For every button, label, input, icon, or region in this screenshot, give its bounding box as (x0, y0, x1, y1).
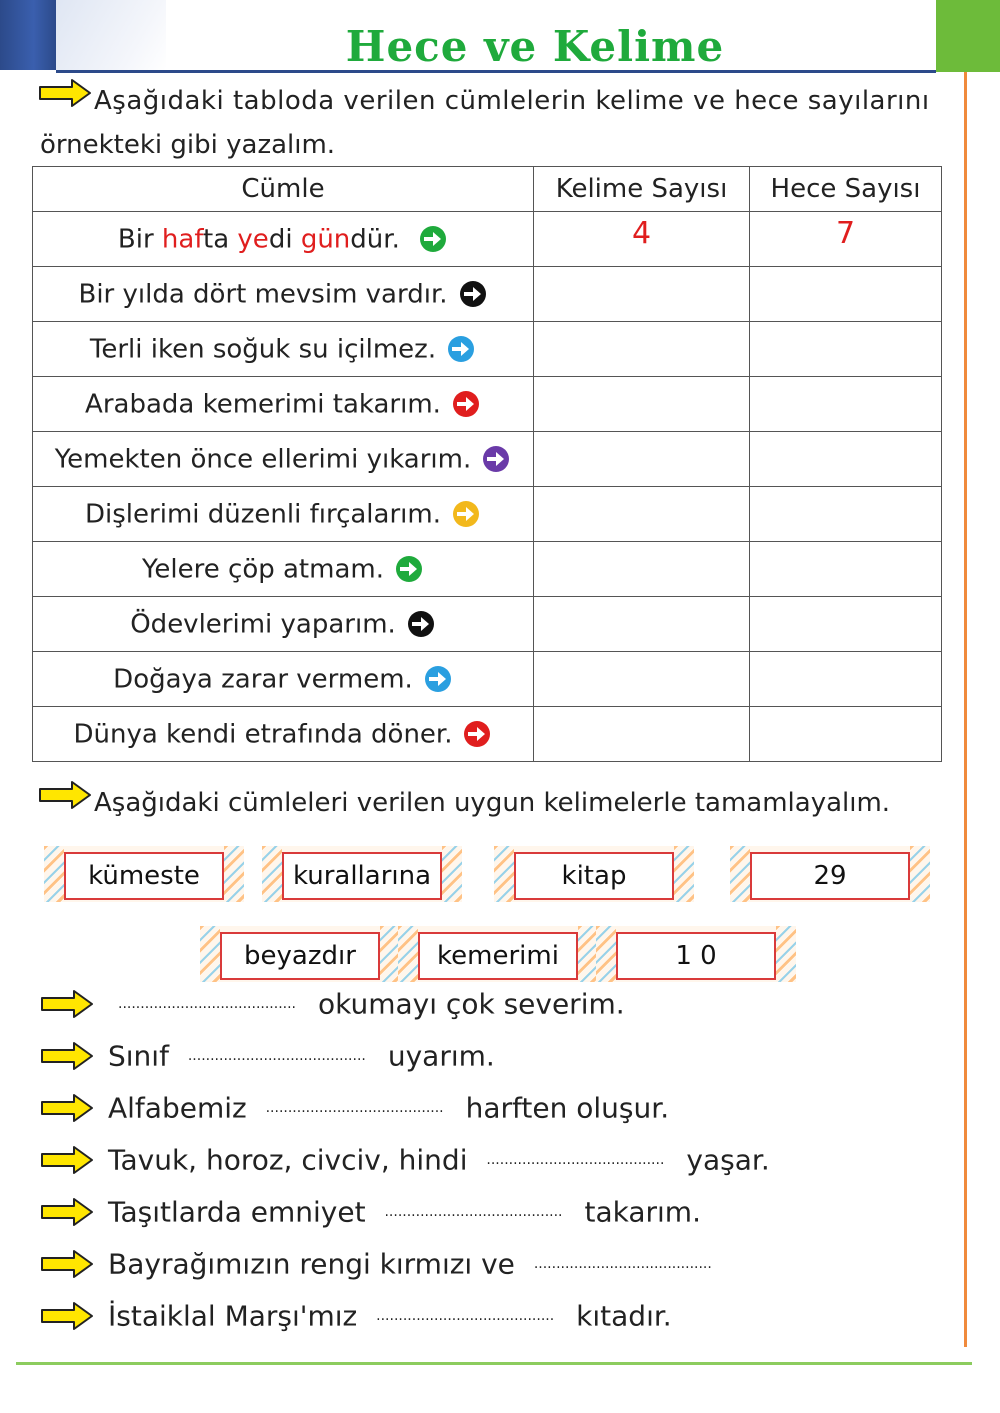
example-sentence (33, 212, 534, 267)
sentence-cell (33, 597, 534, 652)
sentence-cell (33, 322, 534, 377)
table-row (33, 652, 942, 707)
syllable-count-cell[interactable] (750, 432, 942, 487)
table-row (33, 597, 942, 652)
header-word-count: Kelime Sayısı (534, 167, 750, 212)
fill-sentence (40, 1090, 669, 1125)
right-border-line (964, 72, 967, 1347)
table-header-row (33, 167, 942, 212)
word-count-cell[interactable] (534, 432, 750, 487)
sentence-end: uyarım. (387, 1039, 495, 1073)
syllable-count-cell[interactable] (750, 377, 942, 432)
yellow-arrow-icon (38, 780, 92, 810)
sentence-start: Taşıtlarda emniyet (108, 1195, 366, 1229)
example-part: ta (203, 224, 238, 255)
blank-field[interactable]: ........................................ (533, 1256, 712, 1272)
sentence-start: İstaiklal Marşı'mız (108, 1299, 358, 1333)
example-part: dür. (350, 224, 400, 255)
word-card (596, 926, 796, 982)
blank-field[interactable]: ........................................ (384, 1204, 563, 1220)
syllable-count-cell[interactable] (750, 597, 942, 652)
circle-arrow-icon (418, 224, 448, 254)
circle-arrow-icon (394, 554, 424, 584)
example-syllable-highlight: ye (237, 224, 269, 255)
circle-arrow-icon (451, 499, 481, 529)
sentence-cell (33, 652, 534, 707)
yellow-arrow-icon (40, 1145, 94, 1175)
sentence-text: Terli iken soğuk su içilmez. (89, 334, 437, 365)
sentence-start: Alfabemiz (108, 1091, 247, 1125)
example-syllable-count: 7 (750, 212, 942, 267)
table-row (33, 322, 942, 377)
sentence-cell (33, 707, 534, 762)
fill-sentence (40, 1298, 672, 1333)
footer-divider (16, 1362, 972, 1365)
sentence-text: Ödevlerimi yaparım. (130, 609, 396, 640)
word-count-cell[interactable] (534, 322, 750, 377)
fill-sentence (40, 1194, 701, 1229)
fill-sentence (40, 1142, 770, 1177)
word-card (44, 846, 244, 902)
word-card-label: kurallarına (282, 852, 442, 900)
sentence-end: harften oluşur. (465, 1091, 670, 1125)
blank-field[interactable]: ........................................ (265, 1100, 444, 1116)
syllable-count-cell[interactable] (750, 652, 942, 707)
example-syllable-highlight: gün (300, 224, 351, 255)
fill-sentence (40, 986, 625, 1021)
sentence-cell (33, 432, 534, 487)
sentence-end: okumayı çok severim. (318, 987, 625, 1021)
table-row (33, 542, 942, 597)
word-card (730, 846, 930, 902)
word-count-cell[interactable] (534, 542, 750, 597)
word-card-label: 1 0 (616, 932, 776, 980)
word-count-cell[interactable] (534, 267, 750, 322)
table-row (33, 267, 942, 322)
sentence-text: Bir yılda dört mevsim vardır. (78, 279, 448, 310)
sentence-cell (33, 267, 534, 322)
example-part: Bir (117, 224, 162, 255)
circle-arrow-icon (462, 719, 492, 749)
sentence-text: Arabada kemerimi takarım. (85, 389, 441, 420)
word-count-cell[interactable] (534, 487, 750, 542)
table-row (33, 707, 942, 762)
yellow-arrow-icon (40, 1301, 94, 1331)
word-card (262, 846, 462, 902)
fill-sentence (40, 1246, 734, 1281)
example-part: di (268, 224, 301, 255)
table-row (33, 432, 942, 487)
instruction-1: Aşağıdaki tabloda verilen cümlelerin kelime ve hece sayılarını (94, 86, 930, 116)
blank-field[interactable]: ........................................ (376, 1308, 555, 1324)
circle-arrow-icon (406, 609, 436, 639)
sentence-cell (33, 542, 534, 597)
syllable-count-cell[interactable] (750, 707, 942, 762)
table-row (33, 487, 942, 542)
word-count-cell[interactable] (534, 377, 750, 432)
word-card-label: kemerimi (418, 932, 578, 980)
sentence-text: Dişlerimi düzenli fırçalarım. (85, 499, 441, 530)
example-word-count: 4 (534, 212, 750, 267)
yellow-arrow-icon (40, 1249, 94, 1279)
sentence-cell (33, 377, 534, 432)
sentence-start: Bayrağımızın rengi kırmızı ve (108, 1247, 515, 1281)
fill-sentence (40, 1038, 495, 1073)
yellow-arrow-icon (38, 78, 92, 108)
yellow-arrow-icon (40, 1197, 94, 1227)
sentence-text: Doğaya zarar vermem. (113, 664, 413, 695)
syllable-count-cell[interactable] (750, 487, 942, 542)
sentence-text: Yemekten önce ellerimi yıkarım. (54, 444, 472, 475)
sentence-end: takarım. (584, 1195, 701, 1229)
sentence-cell (33, 487, 534, 542)
word-card (200, 926, 400, 982)
page-title: Hece ve Kelime (345, 22, 725, 71)
blank-field[interactable]: ........................................ (486, 1152, 665, 1168)
syllable-count-cell[interactable] (750, 542, 942, 597)
word-card (398, 926, 598, 982)
sentence-start: Sınıf (108, 1039, 169, 1073)
word-count-cell[interactable] (534, 707, 750, 762)
word-card (494, 846, 694, 902)
table-row (33, 377, 942, 432)
yellow-arrow-icon (40, 989, 94, 1019)
syllable-count-cell[interactable] (750, 322, 942, 377)
word-card-label: beyazdır (220, 932, 380, 980)
sentence-text: Yelere çöp atmam. (142, 554, 384, 585)
header-sentence: Cümle (33, 167, 534, 212)
circle-arrow-icon (423, 664, 453, 694)
yellow-arrow-icon (40, 1093, 94, 1123)
blank-field[interactable]: ........................................ (118, 996, 297, 1012)
word-count-cell[interactable] (534, 597, 750, 652)
syllable-count-cell[interactable] (750, 267, 942, 322)
circle-arrow-icon (446, 334, 476, 364)
sentence-text: Dünya kendi etrafında döner. (73, 719, 453, 750)
word-card-label: 29 (750, 852, 910, 900)
blank-field[interactable]: ........................................ (187, 1048, 366, 1064)
yellow-arrow-icon (40, 1041, 94, 1071)
header-syllable-count: Hece Sayısı (750, 167, 942, 212)
circle-arrow-icon (481, 444, 511, 474)
circle-arrow-icon (458, 279, 488, 309)
sentence-end: yaşar. (686, 1143, 770, 1177)
instruction-1-cont: örnekteki gibi yazalım. (40, 130, 336, 160)
word-count-cell[interactable] (534, 652, 750, 707)
example-syllable-highlight: haf (161, 224, 204, 255)
circle-arrow-icon (451, 389, 481, 419)
instruction-2: Aşağıdaki cümleleri verilen uygun kelimelerle tamamlayalım. (94, 788, 891, 818)
word-card-label: kitap (514, 852, 674, 900)
word-syllable-table (32, 166, 942, 762)
word-card-label: kümeste (64, 852, 224, 900)
sentence-start: Tavuk, horoz, civciv, hindi (108, 1143, 468, 1177)
example-row (33, 212, 942, 267)
sentence-end: kıtadır. (576, 1299, 672, 1333)
